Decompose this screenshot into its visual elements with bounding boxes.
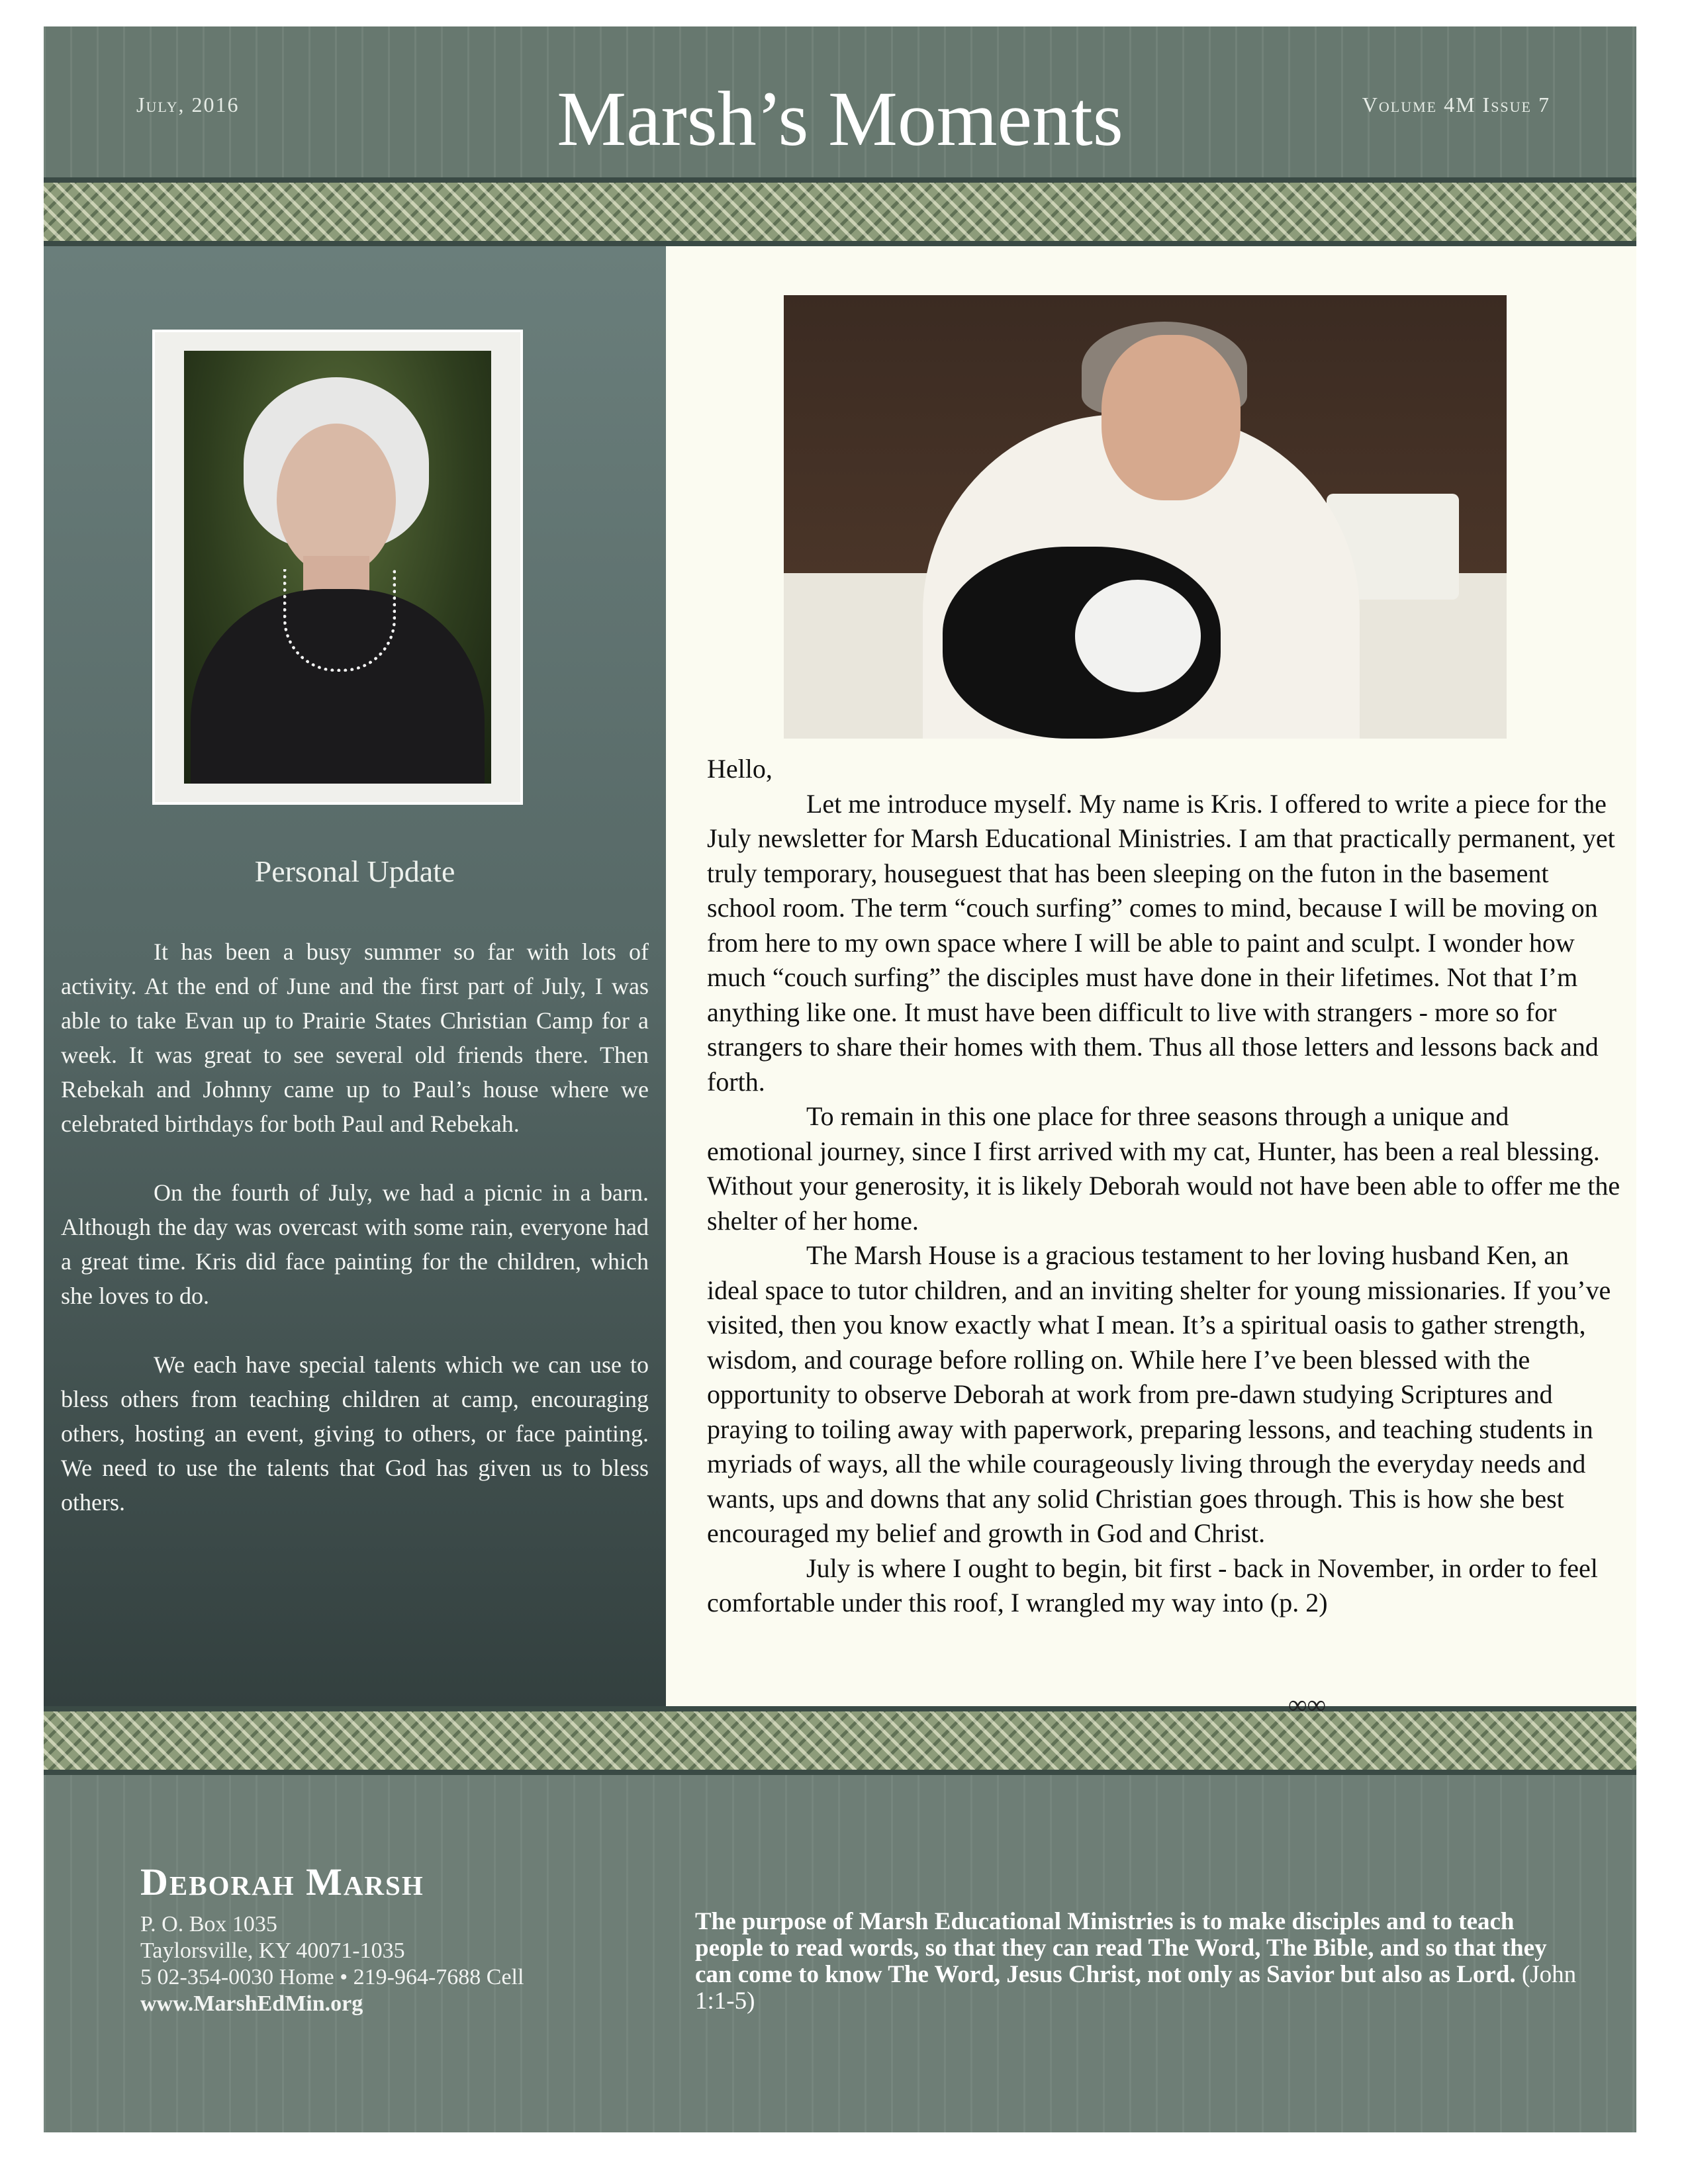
- decorative-band-top: [44, 177, 1636, 246]
- letter-paragraph: The Marsh House is a gracious testament to her loving husband Ken, an ideal space to tutor children, and an inviting shelter for young missionaries. If you’ve visited, then you know exactly what I mean. It’s a spiritual oasis to gather strength, wisdom, and courage before rolling on. While here I’ve been blessed with the opportunity to observe Deborah at work from pre-dawn studying Scriptures and praying to toiling away with paperwork, preparing lessons, and teaching students in myriads of ways, all the while courageously living through the everyday needs and wants, ups and downs that any solid Christian goes through. This is how she best encouraged my belief and growth in God and Christ.: [707, 1240, 1611, 1548]
- letter-greeting: Hello,: [707, 754, 773, 784]
- mission-text: The purpose of Marsh Educational Ministries is to make disciples and to teach people to read words, so that they can read The Word, The Bible, and so that they can come to know The Word, Jesus Christ, not only as Savior but also as Lord.: [695, 1908, 1547, 1988]
- portrait-photo: [184, 351, 491, 784]
- contact-name: Deborah Marsh: [140, 1860, 424, 1903]
- letter-body: [707, 752, 1620, 1621]
- letter-paragraph: To remain in this one place for three seasons through a unique and emotional journey, since I first arrived with my cat, Hunter, has been a real blessing. Without your generosity, it is likely Deborah would not have been able to offer me the shelter of her home.: [707, 1101, 1620, 1236]
- sidebar-paragraph: On the fourth of July, we had a picnic in a barn. Although the day was overcast with some rain, everyone had a great time. Kris did face painting for the children, which she loves to do.: [61, 1179, 649, 1309]
- sidebar-paragraph: It has been a busy summer so far with lots of activity. At the end of June and the first part of July, I was able to take Evan up to Prairie States Christian Camp for a week. It was great to see several old friends there. Then Rebekah and Johnny came up to Paul’s house where we celebrated birthdays for both Paul and Rebekah.: [61, 938, 649, 1137]
- sidebar-paragraph: We each have special talents which we can use to bless others from teaching children at camp, encouraging others, hosting an event, giving to others, or face painting. We need to use the talents that God has given us to bless others.: [61, 1351, 649, 1516]
- volume-issue: Volume 4M Issue 7: [1362, 93, 1550, 116]
- portrait-face: [277, 424, 396, 576]
- newsletter-title: Marsh’s Moments: [557, 75, 1123, 162]
- contact-po-box: P. O. Box 1035: [140, 1912, 277, 1936]
- kris-with-cat-photo: [784, 295, 1507, 739]
- photo-person-face: [1102, 335, 1241, 500]
- contact-address: [140, 1911, 670, 2017]
- photo-cat-face: [1075, 580, 1201, 692]
- contact-city: Taylorsville, KY 40071-1035: [140, 1938, 405, 1963]
- portrait-frame: [152, 330, 523, 805]
- letter-paragraph: July is where I ought to begin, bit first - back in November, in order to feel comfortable under this roof, I wrangled my way into (p. 2): [707, 1553, 1598, 1617]
- masthead: [44, 26, 1636, 177]
- swirl-ornament-icon: ∞∞: [1288, 1690, 1327, 1719]
- mission-reference: (John 1:1-5): [695, 1961, 1577, 2015]
- contact-phones: 5 02-354-0030 Home • 219-964-7688 Cell: [140, 1965, 524, 1989]
- sidebar-heading: Personal Update: [254, 854, 455, 888]
- mission-statement: [695, 1909, 1582, 2015]
- portrait-pearls: [283, 569, 396, 672]
- letter-paragraph: Let me introduce myself. My name is Kris. I offered to write a piece for the July newsletter for Marsh Educational Ministries. I am that practically permanent, yet truly temporary, houseguest that has been sleeping on the futon in the basement school room. The term “couch surfing” comes to mind, because I will be moving on from here to my own space where I will be able to paint and sculpt. I wonder how much “couch surfing” the disciples must have done in their lifetimes. Not that I’m anything like one. It must have been difficult to live with strangers - more so for strangers to share their homes with them. Thus all those letters and lessons back and forth.: [707, 788, 1615, 1097]
- decorative-band-bottom: [44, 1706, 1636, 1775]
- sidebar-body: [61, 934, 649, 1554]
- issue-date: July, 2016: [136, 93, 240, 116]
- contact-website: www.MarshEdMin.org: [140, 1991, 363, 2016]
